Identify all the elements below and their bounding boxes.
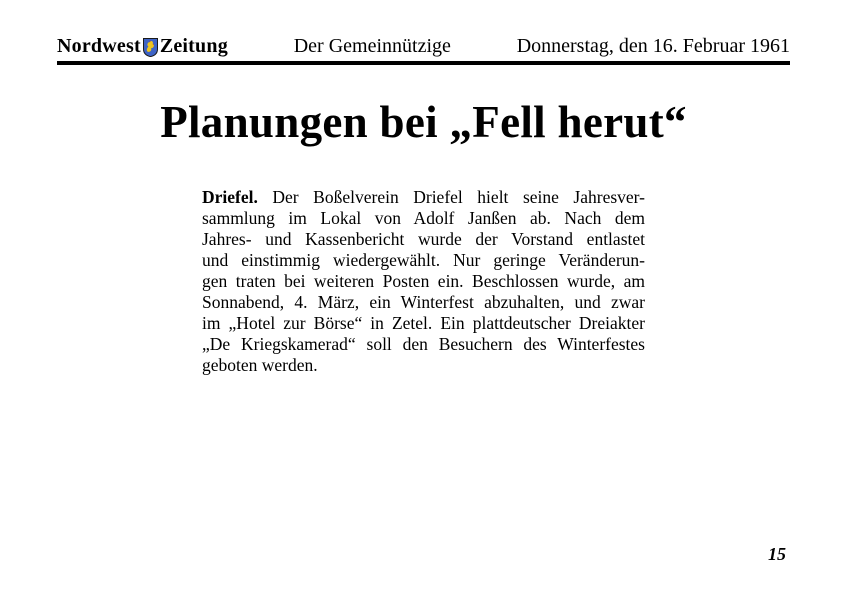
issue-date: Donnerstag, den 16. Februar 1961 [516, 35, 790, 57]
edition-title: Der Gemeinnützige [293, 35, 451, 57]
article-headline: Planungen bei „Fell herut“ [160, 97, 687, 147]
newspaper-header [57, 34, 790, 65]
article-line-3: Jahres- und Kassenbericht wurde der Vorstand entlastet [202, 229, 645, 249]
article-line-1 [202, 187, 645, 208]
masthead [57, 34, 228, 58]
article-line-5: gen traten bei weiteren Posten ein. Beschlossen wurde, am [202, 271, 645, 291]
page-number: 15 [768, 544, 786, 564]
article-line-4: und einstimmig wiedergewählt. Nur geringe Veränderun- [202, 250, 645, 270]
article-line-6: Sonnabend, 4. März, ein Winterfest abzuhalten, und zwar [202, 292, 645, 312]
article-line-9: geboten werden. [202, 355, 318, 375]
article-line-8: „De Kriegskamerad“ soll den Besuchern des Winterfestes [202, 334, 645, 354]
article-line-7: im „Hotel zur Börse“ in Zetel. Ein plattdeutscher Dreiakter [202, 313, 645, 333]
nwz-crest-icon [143, 38, 158, 57]
article-line-1-text: Der Boßelverein Driefel hielt seine Jahresver- [272, 187, 645, 207]
article-lead-word: Driefel. [202, 187, 258, 207]
masthead-name-left: Nordwest [57, 35, 141, 57]
article-line-2: sammlung im Lokal von Adolf Janßen ab. Nach dem [202, 208, 645, 228]
article-body [202, 187, 645, 376]
masthead-name-right: Zeitung [159, 35, 228, 57]
